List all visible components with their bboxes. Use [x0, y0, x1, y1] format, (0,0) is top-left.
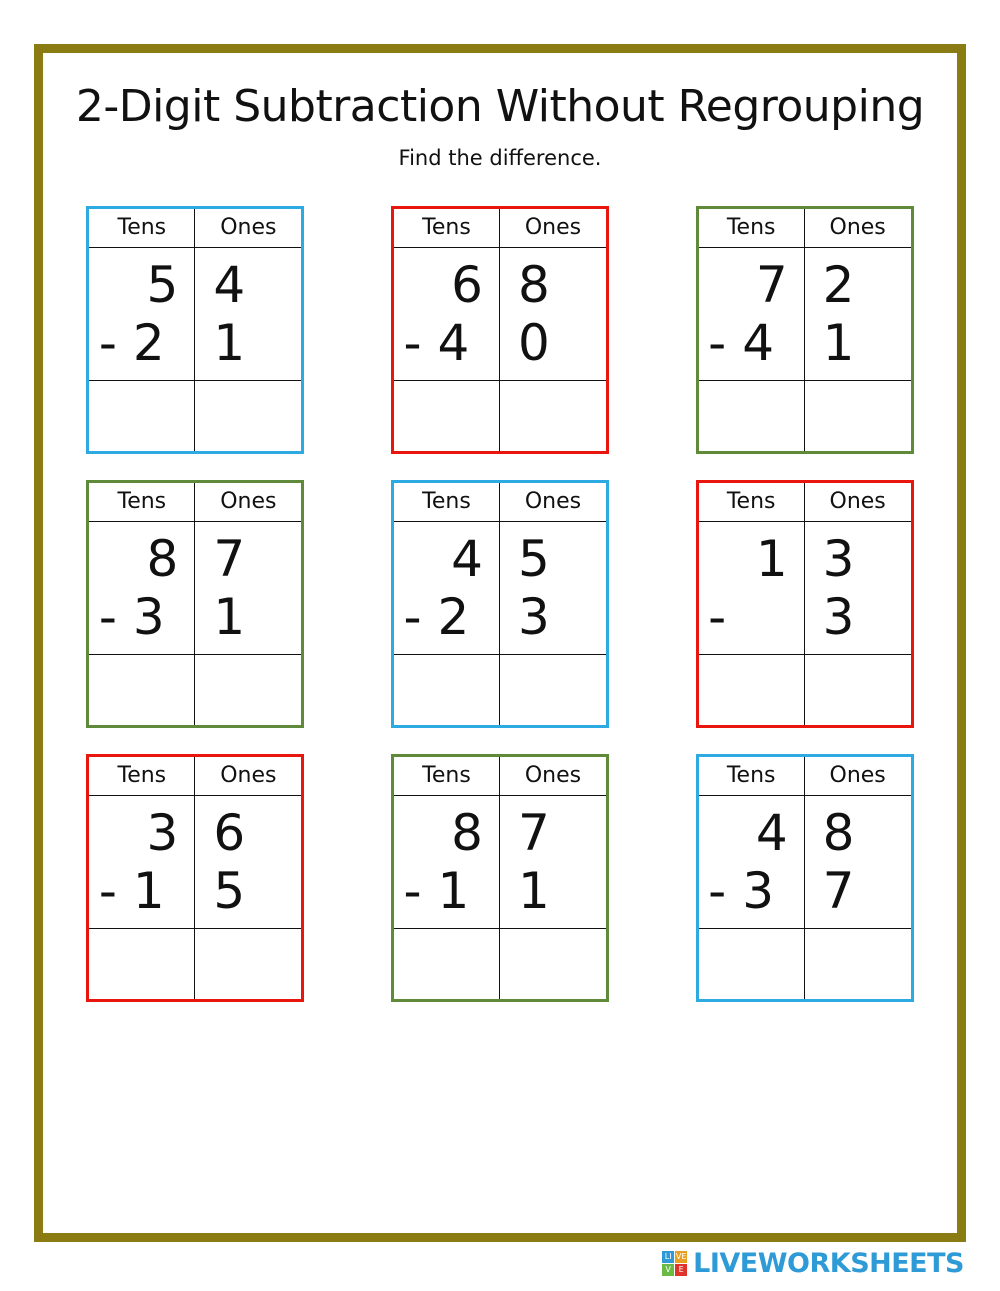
minuend-tens: 8 — [89, 522, 195, 590]
minus-icon: - — [98, 862, 117, 920]
answer-row — [89, 381, 301, 451]
answer-row — [394, 929, 606, 999]
answer-row — [394, 381, 606, 451]
header-ones: Ones — [500, 483, 606, 522]
minuend-ones: 5 — [517, 530, 550, 588]
answer-ones-input[interactable] — [500, 381, 606, 451]
minus-icon: - — [403, 862, 422, 920]
subtrahend-tens-cell — [699, 590, 805, 654]
subtrahend-row — [89, 590, 301, 655]
problem-4 — [86, 480, 304, 728]
answer-tens-input[interactable] — [89, 655, 195, 725]
minus-icon: - — [708, 314, 727, 372]
problem-5 — [391, 480, 609, 728]
subtrahend-tens: 4 — [742, 314, 775, 372]
subtrahend-row — [699, 590, 911, 655]
subtrahend-ones: 7 — [822, 862, 855, 920]
subtrahend-tens-cell — [699, 864, 805, 928]
problem-2 — [391, 206, 609, 454]
problem-3 — [696, 206, 914, 454]
header-tens: Tens — [89, 483, 195, 522]
header-tens: Tens — [89, 209, 195, 248]
answer-tens-input[interactable] — [89, 381, 195, 451]
logo-tile-e: E — [675, 1264, 687, 1276]
answer-row — [394, 655, 606, 725]
minuend-tens: 4 — [394, 522, 500, 590]
answer-tens-input[interactable] — [699, 929, 805, 999]
subtrahend-tens-cell — [394, 864, 500, 928]
minuend-ones: 7 — [517, 804, 550, 862]
answer-row — [699, 381, 911, 451]
problem-1 — [86, 206, 304, 454]
minus-icon: - — [403, 314, 422, 372]
minuend-tens: 5 — [89, 248, 195, 316]
header-ones: Ones — [500, 757, 606, 796]
logo-tile-v: V — [662, 1264, 674, 1276]
minus-icon: - — [708, 862, 727, 920]
header-tens: Tens — [699, 209, 805, 248]
minuend-row — [394, 796, 606, 864]
minuend-row — [699, 522, 911, 590]
minuend-row — [394, 522, 606, 590]
header-tens: Tens — [394, 483, 500, 522]
answer-tens-input[interactable] — [89, 929, 195, 999]
liveworksheets-logo-icon — [662, 1251, 687, 1276]
header-tens: Tens — [394, 209, 500, 248]
header-tens: Tens — [699, 757, 805, 796]
page-title: 2-Digit Subtraction Without Regrouping — [75, 81, 925, 132]
header-tens: Tens — [394, 757, 500, 796]
minuend-ones: 2 — [822, 256, 855, 314]
answer-tens-input[interactable] — [699, 381, 805, 451]
header-ones: Ones — [195, 483, 301, 522]
logo-tile-ve: VE — [675, 1252, 687, 1261]
subtrahend-tens-cell — [89, 590, 195, 654]
worksheet-page — [34, 44, 966, 1242]
answer-row — [89, 929, 301, 999]
answer-tens-input[interactable] — [394, 381, 500, 451]
answer-tens-input[interactable] — [394, 929, 500, 999]
minuend-row — [89, 522, 301, 590]
subtrahend-tens: 3 — [742, 862, 775, 920]
subtrahend-row — [699, 316, 911, 381]
answer-ones-input[interactable] — [195, 929, 301, 999]
minuend-tens: 6 — [394, 248, 500, 316]
subtrahend-row — [699, 864, 911, 929]
subtrahend-tens-cell — [699, 316, 805, 380]
subtrahend-tens: 1 — [437, 862, 470, 920]
answer-row — [699, 929, 911, 999]
problem-9 — [696, 754, 914, 1002]
header-ones: Ones — [805, 757, 911, 796]
column-headers — [699, 757, 911, 796]
subtrahend-row — [394, 316, 606, 381]
column-headers — [89, 757, 301, 796]
subtrahend-tens: 4 — [437, 314, 470, 372]
header-ones: Ones — [805, 209, 911, 248]
liveworksheets-footer[interactable] — [662, 1248, 964, 1279]
minuend-ones: 4 — [213, 256, 246, 314]
problem-8 — [391, 754, 609, 1002]
subtrahend-tens-cell — [394, 590, 500, 654]
column-headers — [394, 209, 606, 248]
minuend-tens: 3 — [89, 796, 195, 864]
answer-ones-input[interactable] — [195, 655, 301, 725]
answer-tens-input[interactable] — [394, 655, 500, 725]
answer-ones-input[interactable] — [805, 655, 911, 725]
subtrahend-row — [394, 590, 606, 655]
column-headers — [394, 483, 606, 522]
minuend-ones: 8 — [822, 804, 855, 862]
answer-ones-input[interactable] — [500, 929, 606, 999]
subtrahend-row — [394, 864, 606, 929]
liveworksheets-brand: LIVEWORKSHEETS — [693, 1248, 964, 1279]
page-subtitle: Find the difference. — [398, 146, 602, 170]
answer-row — [699, 655, 911, 725]
minuend-row — [89, 248, 301, 316]
column-headers — [89, 209, 301, 248]
subtrahend-ones: 1 — [213, 588, 246, 646]
problems-grid — [43, 206, 957, 1002]
subtrahend-ones: 1 — [517, 862, 550, 920]
answer-ones-input[interactable] — [805, 929, 911, 999]
subtrahend-tens: 2 — [132, 314, 165, 372]
minuend-tens: 7 — [699, 248, 805, 316]
subtrahend-tens: 1 — [132, 862, 165, 920]
subtrahend-tens: 2 — [437, 588, 470, 646]
column-headers — [699, 483, 911, 522]
subtrahend-row — [89, 864, 301, 929]
subtrahend-ones: 1 — [213, 314, 246, 372]
subtrahend-ones: 3 — [822, 588, 855, 646]
header-ones: Ones — [195, 757, 301, 796]
subtrahend-tens: 3 — [132, 588, 165, 646]
minuend-tens: 1 — [699, 522, 805, 590]
minuend-row — [699, 796, 911, 864]
header-tens: Tens — [699, 483, 805, 522]
logo-tile-li: LI — [662, 1251, 674, 1263]
minus-icon: - — [708, 588, 727, 646]
minuend-ones: 3 — [822, 530, 855, 588]
header-ones: Ones — [195, 209, 301, 248]
minus-icon: - — [98, 314, 117, 372]
header-tens: Tens — [89, 757, 195, 796]
subtrahend-tens-cell — [394, 316, 500, 380]
minuend-ones: 8 — [517, 256, 550, 314]
subtrahend-row — [89, 316, 301, 381]
subtrahend-ones: 3 — [517, 588, 550, 646]
answer-row — [89, 655, 301, 725]
subtrahend-tens-cell — [89, 316, 195, 380]
minuend-ones: 6 — [213, 804, 246, 862]
header-ones: Ones — [805, 483, 911, 522]
answer-ones-input[interactable] — [805, 381, 911, 451]
subtrahend-ones: 1 — [822, 314, 855, 372]
answer-tens-input[interactable] — [699, 655, 805, 725]
answer-ones-input[interactable] — [500, 655, 606, 725]
subtrahend-ones: 5 — [213, 862, 246, 920]
minuend-ones: 7 — [213, 530, 246, 588]
problem-6 — [696, 480, 914, 728]
column-headers — [394, 757, 606, 796]
subtrahend-tens-cell — [89, 864, 195, 928]
answer-ones-input[interactable] — [195, 381, 301, 451]
minus-icon: - — [403, 588, 422, 646]
minuend-row — [394, 248, 606, 316]
minus-icon: - — [98, 588, 117, 646]
subtrahend-ones: 0 — [517, 314, 550, 372]
header-ones: Ones — [500, 209, 606, 248]
column-headers — [89, 483, 301, 522]
minuend-tens: 4 — [699, 796, 805, 864]
minuend-tens: 8 — [394, 796, 500, 864]
problem-7 — [86, 754, 304, 1002]
column-headers — [699, 209, 911, 248]
minuend-row — [89, 796, 301, 864]
minuend-row — [699, 248, 911, 316]
